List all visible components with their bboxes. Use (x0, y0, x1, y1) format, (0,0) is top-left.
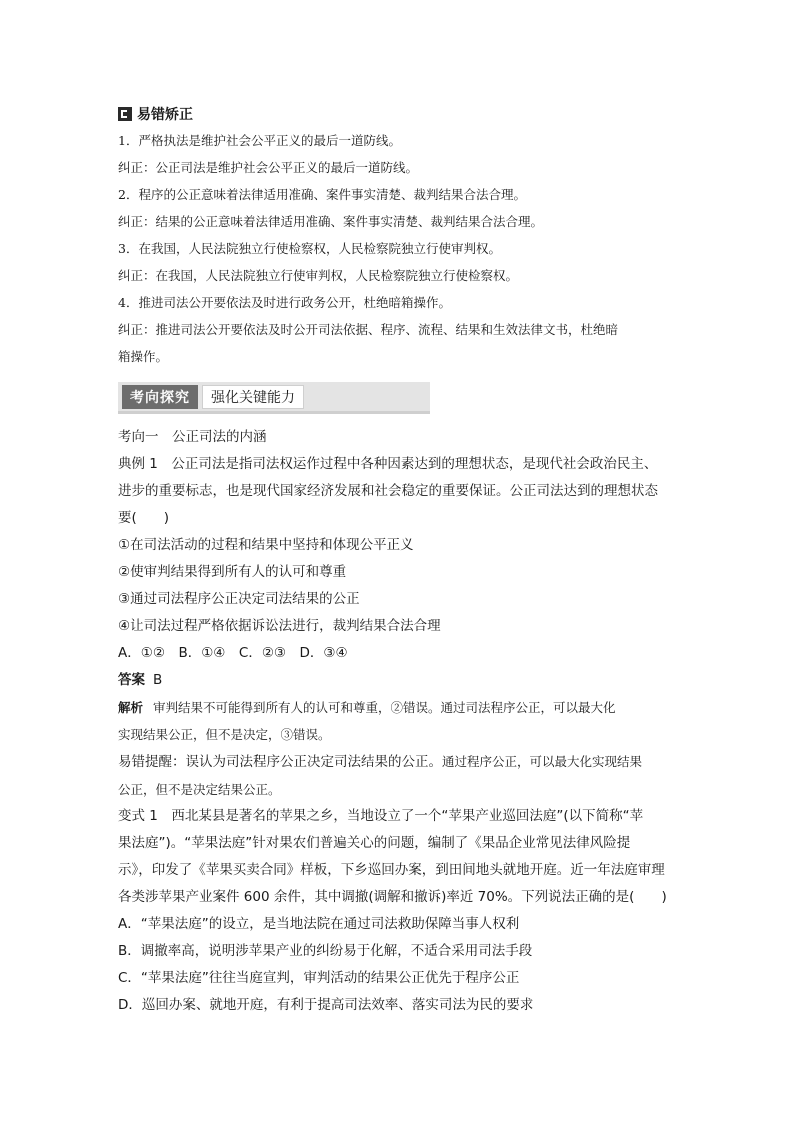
wrong-statement-2: 2．程序的公正意味着法律适用准确、案件事实清楚、裁判结果合法合理。 (118, 187, 526, 202)
variant-line-3: 示》，印发了《苹果买卖合同》样板，下乡巡回办案，到田间地头就地开庭。近一年法庭审理 (118, 862, 665, 878)
correction-4 (118, 316, 678, 343)
document-page (118, 100, 678, 1019)
wrong-statement-1: 1．严格执法是维护社会公平正义的最后一道防线。 (118, 133, 401, 148)
tip-text-b: 通过程序公正，可以最大化实现结果 (442, 754, 643, 769)
banner-tag: 考向探究 (122, 385, 198, 409)
tip-line-1 (118, 748, 678, 776)
fix-text: 公正司法是维护社会公平正义的最后一道防线。 (155, 160, 419, 175)
fix-text: 结果的公正意味着法律适用准确、案件事实清楚、裁判结果合法合理。 (155, 214, 544, 229)
variant-line-1: 变式 1 西北某县是著名的苹果之乡，当地设立了一个“苹果产业巡回法庭”(以下简称“苹 (118, 808, 644, 824)
tip-text-a: 误认为司法程序公正决定司法结果的公正。 (185, 754, 442, 770)
fix-label: 纠正： (118, 322, 156, 337)
example-line-1: 典例 1 公正司法是指司法权运作过程中各种因素达到的理想状态，是现代社会政治民主、 (118, 456, 658, 472)
tip-label: 易错提醒： (118, 754, 186, 770)
fix-label: 纠正： (118, 214, 156, 229)
fix-text: 推进司法公开要依法及时公开司法依据、程序、流程、结果和生效法律文书，杜绝暗 (155, 322, 619, 337)
wrong-statement-3: 3．在我国，人民法院独立行使检察权，人民检察院独立行使审判权。 (118, 241, 501, 256)
variant-line-4: 各类涉苹果产业案件 600 余件，其中调撤(调解和撤诉)率近 70%。下列说法正确的是( ) (118, 889, 667, 905)
fix-label: 纠正： (118, 160, 156, 175)
answer-value: B (153, 672, 163, 688)
variant-option-d: D．巡回办案、就地开庭，有利于提高司法效率、落实司法为民的要求 (118, 997, 534, 1013)
example-option-3: ③通过司法程序公正决定司法结果的公正 (118, 591, 360, 607)
example-option-2: ②使审判结果得到所有人的认可和尊重 (118, 564, 347, 580)
example-choices: A．①② B．①④ C．②③ D．③④ (118, 645, 348, 661)
correction-1 (118, 154, 678, 181)
example-line-2: 进步的重要标志，也是现代国家经济发展和社会稳定的重要保证。公正司法达到的理想状态 (118, 483, 658, 499)
example-option-1: ①在司法活动的过程和结果中坚持和体现公平正义 (118, 537, 414, 553)
fix-text: 在我国，人民法院独立行使审判权，人民检察院独立行使检察权。 (155, 268, 519, 283)
correction-2 (118, 208, 678, 235)
correction-section-title (118, 100, 678, 127)
answer-label: 答案 (118, 672, 145, 688)
analysis-text: 审判结果不可能得到所有人的认可和尊重，②错误。通过司法程序公正，可以最大化 (153, 700, 616, 715)
example-option-4: ④让司法过程严格依据诉讼法进行，裁判结果合法合理 (118, 618, 441, 634)
variant-line-2: 果法庭”)。“苹果法庭”针对果农们普遍关心的问题，编制了《果品企业常见法律风险提 (118, 835, 631, 851)
wrong-statement-4: 4．推进司法公开要依法及时进行政务公开，杜绝暗箱操作。 (118, 295, 451, 310)
correction-3 (118, 262, 678, 289)
banner-subtitle: 强化关键能力 (202, 385, 304, 409)
variant-option-a: A．“苹果法庭”的设立，是当地法院在通过司法救助保障当事人权利 (118, 916, 520, 932)
correction-icon (118, 107, 132, 121)
analysis-line-2: 实现结果公正，但不是决定，③错误。 (118, 727, 331, 742)
correction-4-cont: 箱操作。 (118, 349, 169, 364)
analysis-line-1 (118, 694, 678, 721)
example-line-3: 要( ) (118, 510, 170, 526)
variant-option-b: B．调撤率高，说明涉苹果产业的纠纷易于化解，不适合采用司法手段 (118, 943, 533, 959)
variant-option-c: C．“苹果法庭”往往当庭宣判，审判活动的结果公正优先于程序公正 (118, 970, 520, 986)
answer-line (118, 667, 678, 694)
tip-line-2: 公正，但不是决定结果公正。 (118, 782, 281, 797)
section-banner (118, 382, 430, 414)
analysis-label: 解析 (118, 700, 144, 715)
correction-title: 易错矫正 (137, 106, 193, 123)
direction-heading: 考向一 公正司法的内涵 (118, 429, 267, 445)
fix-label: 纠正： (118, 268, 156, 283)
